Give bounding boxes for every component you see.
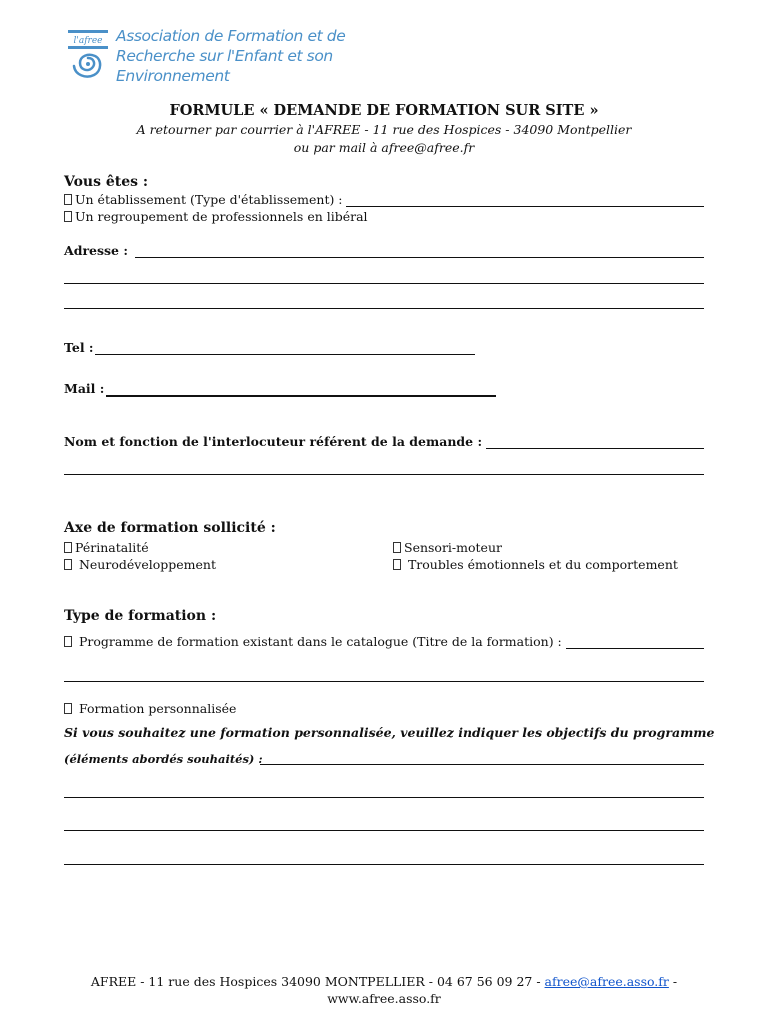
axe-option-sensori-moteur[interactable] bbox=[393, 540, 502, 555]
axe-option-neurodeveloppement-label: Neurodéveloppement bbox=[75, 557, 216, 572]
logo-line-2: Recherche sur l'Enfant et son bbox=[116, 47, 333, 65]
afree-logo bbox=[64, 26, 364, 86]
footer-line-1 bbox=[0, 973, 768, 990]
objectifs-field-line-2[interactable] bbox=[64, 797, 704, 798]
checkbox-troubles[interactable] bbox=[393, 559, 401, 570]
axe-option-sensori-moteur-label: Sensori-moteur bbox=[404, 540, 502, 555]
footer bbox=[0, 973, 768, 1007]
type-heading: Type de formation : bbox=[64, 608, 217, 624]
axe-option-neurodeveloppement[interactable] bbox=[64, 557, 216, 572]
checkbox-liberal[interactable] bbox=[64, 211, 72, 222]
type-option-catalogue-label: Programme de formation existant dans le catalogue (Titre de la formation) : bbox=[75, 634, 562, 649]
adresse-field-line-1[interactable] bbox=[135, 257, 704, 258]
checkbox-etablissement[interactable] bbox=[64, 194, 72, 205]
option-liberal[interactable] bbox=[64, 209, 368, 224]
checkbox-catalogue[interactable] bbox=[64, 636, 72, 647]
personnalisee-instruction: Si vous souhaitez une formation personnalisée, veuillez indiquer les objectifs du programme bbox=[64, 725, 715, 740]
mail-label: Mail : bbox=[64, 381, 105, 396]
adresse-label: Adresse : bbox=[64, 243, 128, 258]
tel-field[interactable] bbox=[95, 354, 475, 355]
return-address: A retourner par courrier à l'AFREE - 11 rue des Hospices - 34090 Montpellier bbox=[136, 122, 632, 137]
footer-website: www.afree.asso.fr bbox=[327, 991, 441, 1006]
catalogue-title-field-line-1[interactable] bbox=[566, 648, 704, 649]
axe-heading: Axe de formation sollicité : bbox=[64, 520, 276, 536]
checkbox-personnalisee[interactable] bbox=[64, 703, 72, 714]
option-liberal-label: Un regroupement de professionnels en libéral bbox=[75, 209, 368, 224]
svg-text:l'afree: l'afree bbox=[73, 36, 103, 46]
footer-separator: - bbox=[668, 974, 678, 989]
etablissement-type-field[interactable] bbox=[346, 206, 704, 207]
afree-spiral-logo-icon bbox=[64, 26, 112, 82]
catalogue-title-field-line-2[interactable] bbox=[64, 681, 704, 682]
axe-option-troubles-label: Troubles émotionnels et du comportement bbox=[404, 557, 678, 572]
tel-label: Tel : bbox=[64, 340, 94, 355]
return-email: ou par mail à afree@afree.fr bbox=[293, 140, 475, 155]
objectifs-field-line-3[interactable] bbox=[64, 830, 704, 831]
interlocuteur-field-line-2[interactable] bbox=[64, 474, 704, 475]
option-etablissement[interactable] bbox=[64, 192, 343, 207]
interlocuteur-field-line-1[interactable] bbox=[486, 448, 704, 449]
axe-option-troubles[interactable] bbox=[393, 557, 678, 572]
checkbox-perinatalite[interactable] bbox=[64, 542, 72, 553]
adresse-field-line-3[interactable] bbox=[64, 308, 704, 309]
objectifs-field-line-4[interactable] bbox=[64, 864, 704, 865]
option-etablissement-label: Un établissement (Type d'établissement) : bbox=[75, 192, 343, 207]
mail-field[interactable] bbox=[106, 395, 496, 397]
footer-email-link[interactable]: afree@afree.asso.fr bbox=[544, 974, 669, 989]
form-title: FORMULE « DEMANDE DE FORMATION SUR SITE » bbox=[169, 102, 599, 119]
axe-option-perinatalite-label: Périnatalité bbox=[75, 540, 149, 555]
vous-etes-heading: Vous êtes : bbox=[64, 174, 149, 190]
objectifs-field-line-1[interactable] bbox=[260, 764, 704, 765]
checkbox-neurodeveloppement[interactable] bbox=[64, 559, 72, 570]
type-option-personnalisee-label: Formation personnalisée bbox=[75, 701, 237, 716]
footer-address: AFREE - 11 rue des Hospices 34090 MONTPELLIER - 04 67 56 09 27 - bbox=[90, 974, 545, 989]
adresse-field-line-2[interactable] bbox=[64, 283, 704, 284]
logo-text bbox=[116, 26, 345, 86]
logo-line-1: Association de Formation et de bbox=[116, 27, 346, 45]
type-option-personnalisee[interactable] bbox=[64, 701, 236, 716]
axe-option-perinatalite[interactable] bbox=[64, 540, 149, 555]
checkbox-sensori-moteur[interactable] bbox=[393, 542, 401, 553]
type-option-catalogue[interactable] bbox=[64, 634, 562, 649]
personnalisee-instruction-2: (éléments abordés souhaités) : bbox=[64, 752, 263, 766]
interlocuteur-label: Nom et fonction de l'interlocuteur référent de la demande : bbox=[64, 434, 483, 449]
logo-line-3: Environnement bbox=[116, 67, 230, 85]
